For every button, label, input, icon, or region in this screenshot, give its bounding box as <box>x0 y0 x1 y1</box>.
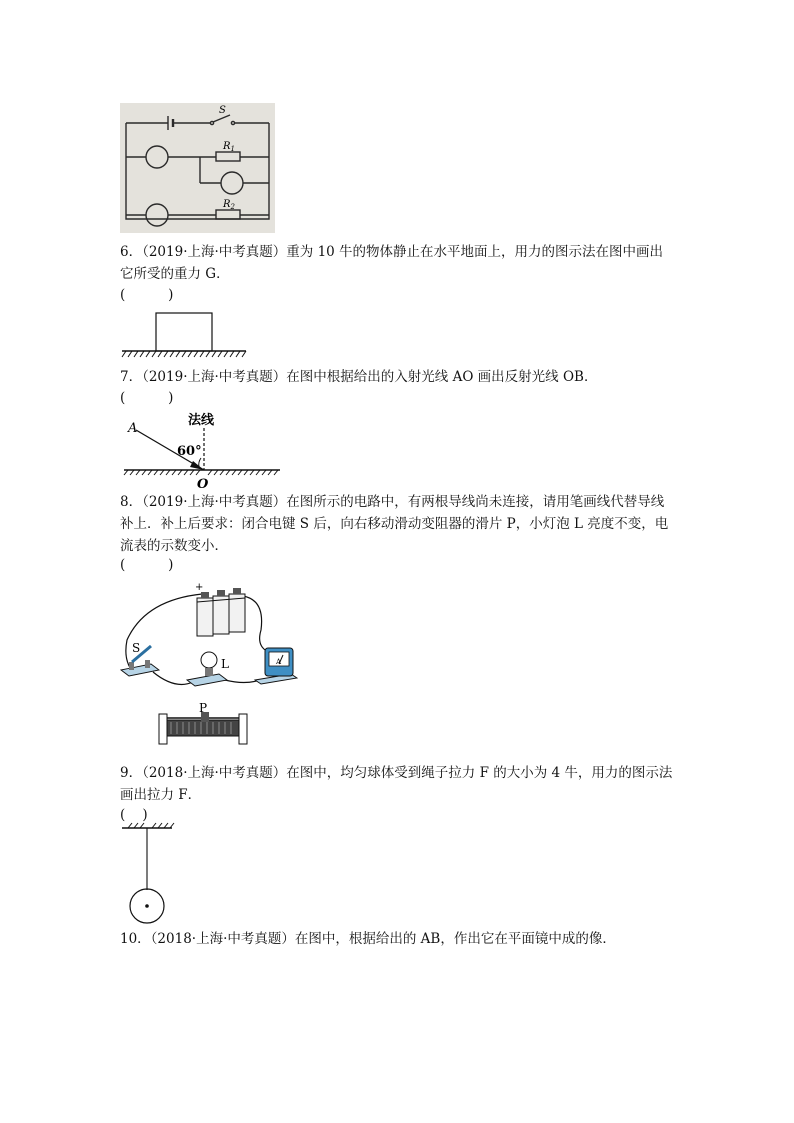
question-10-line1: 10．（2018·上海·中考真题）在图中，根据给出的 AB，作出它在平面镜中成的像． <box>120 931 616 947</box>
question-9 <box>120 762 680 806</box>
lamp-label: L <box>221 657 229 671</box>
point-a-label: A <box>128 421 138 436</box>
question-8-line1: 8．（2019·上海·中考真题）在图所示的电路中，有两根导线尚未连接，请用笔画线代替导线 <box>120 494 665 510</box>
hanging-ball-figure <box>120 822 180 926</box>
r2-subscript: 2 <box>230 203 235 211</box>
angle-label: 60° <box>177 444 202 459</box>
switch-label: S <box>132 641 141 655</box>
circuit-figure-1 <box>120 103 275 233</box>
battery-plus-label: + <box>195 582 204 593</box>
question-9-line1: 9．（2018·上海·中考真题）在图中，均匀球体受到绳子拉力 F 的大小为 4 牛，用力的图示法 <box>120 765 673 781</box>
reflection-figure <box>120 408 285 490</box>
ammeter-icon <box>255 648 297 684</box>
rheostat-icon <box>159 712 247 744</box>
question-8-line2: 补上．补上后要求：闭合电键 S 后，向右移动滑动变阻器的滑片 P，小灯泡 L 亮度不变，电 <box>120 516 669 532</box>
question-9-line2: 画出拉力 F． <box>120 787 202 803</box>
question-8-answer-paren: ( ) <box>120 557 174 573</box>
question-8 <box>120 491 680 557</box>
r1-subscript: 1 <box>230 145 235 153</box>
r1-label: R <box>223 141 231 152</box>
question-6-line1: 6．（2019·上海·中考真题）重为 10 牛的物体静止在水平地面上，用力的图示法在图中画出 <box>120 244 664 260</box>
circuit-apparatus-figure <box>115 580 310 755</box>
block-on-ground-figure <box>120 311 250 359</box>
r2-label: R <box>223 199 231 210</box>
switch-label: S <box>219 105 226 116</box>
question-7-line1: 7．（2019·上海·中考真题）在图中根据给出的入射光线 AO 画出反射光线 OB． <box>120 369 598 385</box>
question-8-line3: 流表的示数变小． <box>120 538 228 554</box>
question-7 <box>120 366 680 388</box>
question-9-answer-paren: ( ) <box>120 807 148 823</box>
question-6-answer-paren: ( ) <box>120 287 174 303</box>
question-6-line2: 它所受的重力 G． <box>120 266 230 282</box>
question-7-answer-paren: ( ) <box>120 390 174 406</box>
point-o-label: O <box>197 477 209 492</box>
question-6 <box>120 241 680 285</box>
battery-icon <box>197 588 245 636</box>
ammeter-label: A <box>276 658 282 666</box>
question-10 <box>120 928 680 950</box>
normal-label: 法线 <box>188 413 215 428</box>
slider-label: P <box>199 701 208 715</box>
